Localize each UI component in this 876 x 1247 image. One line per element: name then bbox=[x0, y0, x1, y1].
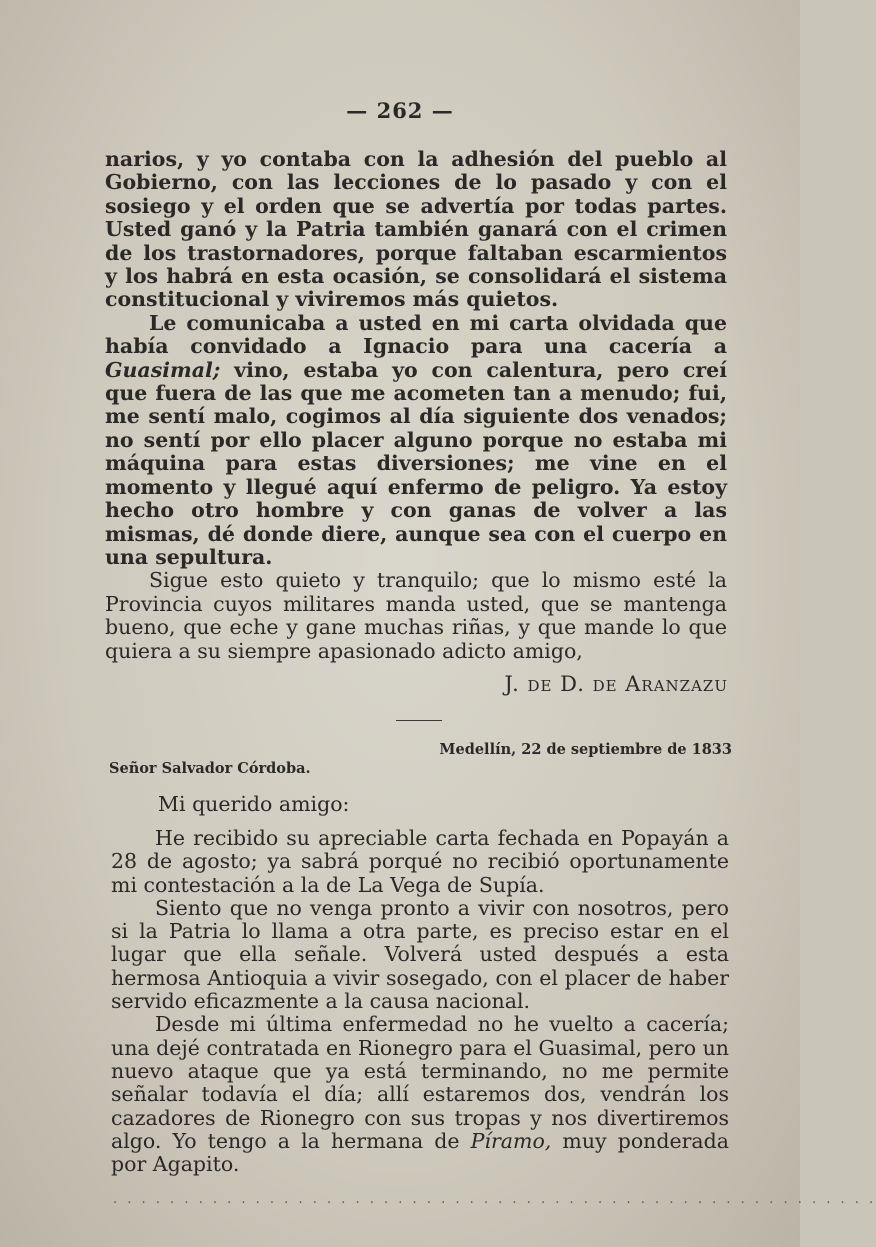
letter2-paragraph-3-text-b: muy ponderada por Agapito. bbox=[111, 1128, 730, 1177]
page-number: — 262 — bbox=[346, 98, 454, 123]
letter2-salutation: Mi querido amigo: bbox=[158, 792, 350, 816]
letter2-paragraph-3-text-a: Desde mi última enfermedad no he vuelto a cacería; una dejé contratada en Rionegro para el Guasimal, pero un nuevo ataque que ya está terminando, no me permite señalar todavía el día; allí estaremos dos, vendrán los cazadores de Rionegro con sus tropas y nos divertiremos algo. Yo tengo a la hermana de bbox=[111, 1012, 729, 1153]
section-divider bbox=[396, 720, 442, 721]
letter1-paragraph-2-text-b: vino, estaba yo con calentura, pero creí que fuera de las que me acometen tan a menudo; fui, me sentí malo, cogimos al día siguiente dos venados; no sentí por ello placer alguno porque no estaba mi máquina para estas diversiones; me vine en el momento y llegué aquí enfermo de peligro. Ya estoy hecho otro hombre y con ganas de volver a las mismas, dé donde diere, aunque sea con el cuerpo en una sepultura. bbox=[105, 357, 727, 569]
letter-aranzazu-body bbox=[105, 148, 727, 663]
letter2-paragraph-2: Siento que no venga pronto a vivir con nosotros, pero si la Patria lo llama a otra parte, es preciso estar en el lugar que ella señale. Volverá usted después a esta hermosa Antioquia a vivir sosegado, con el placer de haber servido eficazmente a la causa nacional. bbox=[111, 895, 729, 1014]
letter2-horse-name: Píramo, bbox=[470, 1128, 552, 1153]
letter2-recipient: Señor Salvador Córdoba. bbox=[109, 760, 311, 777]
letter1-signature: J. de D. de Aranzazu bbox=[504, 672, 728, 696]
letter1-place-name: Guasimal; bbox=[105, 357, 221, 382]
letter1-paragraph-3: Sigue esto quieto y tranquilo; que lo mismo esté la Provincia cuyos militares manda usted, que se mantenga bueno, que eche y gane muchas riñas, y que mande lo que quiera a su siempre apasionado adicto amigo, bbox=[105, 568, 727, 663]
letter1-paragraph-2 bbox=[105, 312, 727, 569]
letter2-paragraph-1: He recibido su apreciable carta fechada en Popayán a 28 de agosto; ya sabrá porqué no recibió oportunamente mi contestación a la de La Vega de Supía. bbox=[111, 826, 729, 897]
letter2-dateline: Medellín, 22 de septiembre de 1833 bbox=[439, 741, 732, 758]
ellipsis-line: . . . . . . . . . . . . . . . . . . . . . . . . . . . . . . . . . . . . . . . . . . . . . . . . . . . . . . bbox=[113, 1192, 876, 1207]
letter2-paragraph-3 bbox=[111, 1013, 729, 1176]
letter-cordoba-body bbox=[111, 827, 729, 1176]
letter1-paragraph-1: narios, y yo contaba con la adhesión del pueblo al Gobierno, con las lecciones de lo pasado y con el sosiego y el orden que se advertía por todas partes. Usted ganó y la Patria también ganará con el crimen de los trastornadores, porque faltaban escarmientos y los habrá en esta ocasión, se consolidará el sistema constitucional y viviremos más quietos. bbox=[105, 147, 727, 312]
letter1-paragraph-2-text-a: Le comunicaba a usted en mi carta olvidada que había convidado a Ignacio para una cacería a bbox=[105, 310, 727, 359]
